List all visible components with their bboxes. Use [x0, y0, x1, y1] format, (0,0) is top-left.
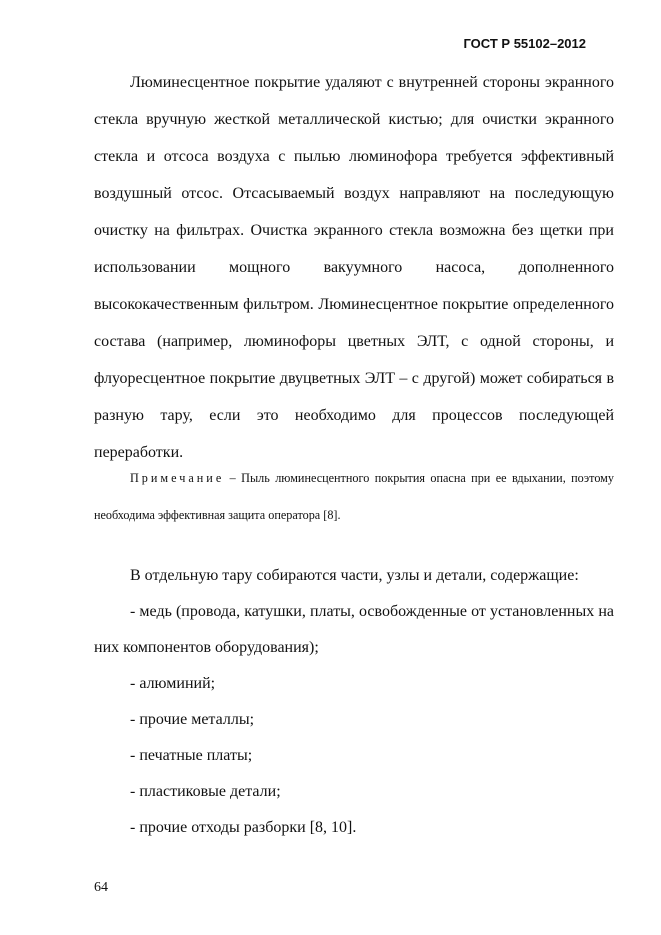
list-item: - медь (провода, катушки, платы, освобожденные от установленных на них компонентов оборудования); [94, 603, 614, 656]
document-id-header: ГОСТ Р 55102–2012 [463, 36, 586, 51]
note-text: – Пыль люминесцентного покрытия опасна при ее вдыхании, поэтому необходима эффективная защита оператора [8]. [94, 471, 614, 522]
paragraph-1: Люминесцентное покрытие удаляют с внутренней стороны экранного стекла вручную жесткой металлической кистью; для очистки экранного стекла и отсоса воздуха с пылью люминофора требуется эффективный воздушный отсос. Отсасываемый воздух направляют на последующую очистку на фильтрах. Очистка экранного стекла возможна без щетки при использовании мощного вакуумного насоса, дополненного высококачественным фильтром. Люминесцентное покрытие определенного состава (например, люминофоры цветных ЭЛТ, с одной стороны, и флуоресцентное покрытие двуцветных ЭЛТ – с другой) может собираться в разную тару, если это необходимо для процессов последующей переработки. [94, 74, 614, 461]
main-paragraph-block [94, 64, 614, 471]
note-paragraph [94, 460, 614, 534]
list-item: - пластиковые детали; [130, 783, 281, 800]
parts-list-block [94, 558, 614, 846]
list-item: - прочие отходы разборки [8, 10]. [130, 819, 357, 836]
note-label: Примечание [130, 471, 225, 485]
page-number: 64 [94, 880, 108, 895]
list-item: - прочие металлы; [130, 711, 255, 728]
list-intro: В отдельную тару собираются части, узлы и детали, содержащие: [130, 567, 579, 584]
list-item: - печатные платы; [130, 747, 253, 764]
note-block [94, 460, 614, 534]
list-item: - алюминий; [130, 675, 216, 692]
